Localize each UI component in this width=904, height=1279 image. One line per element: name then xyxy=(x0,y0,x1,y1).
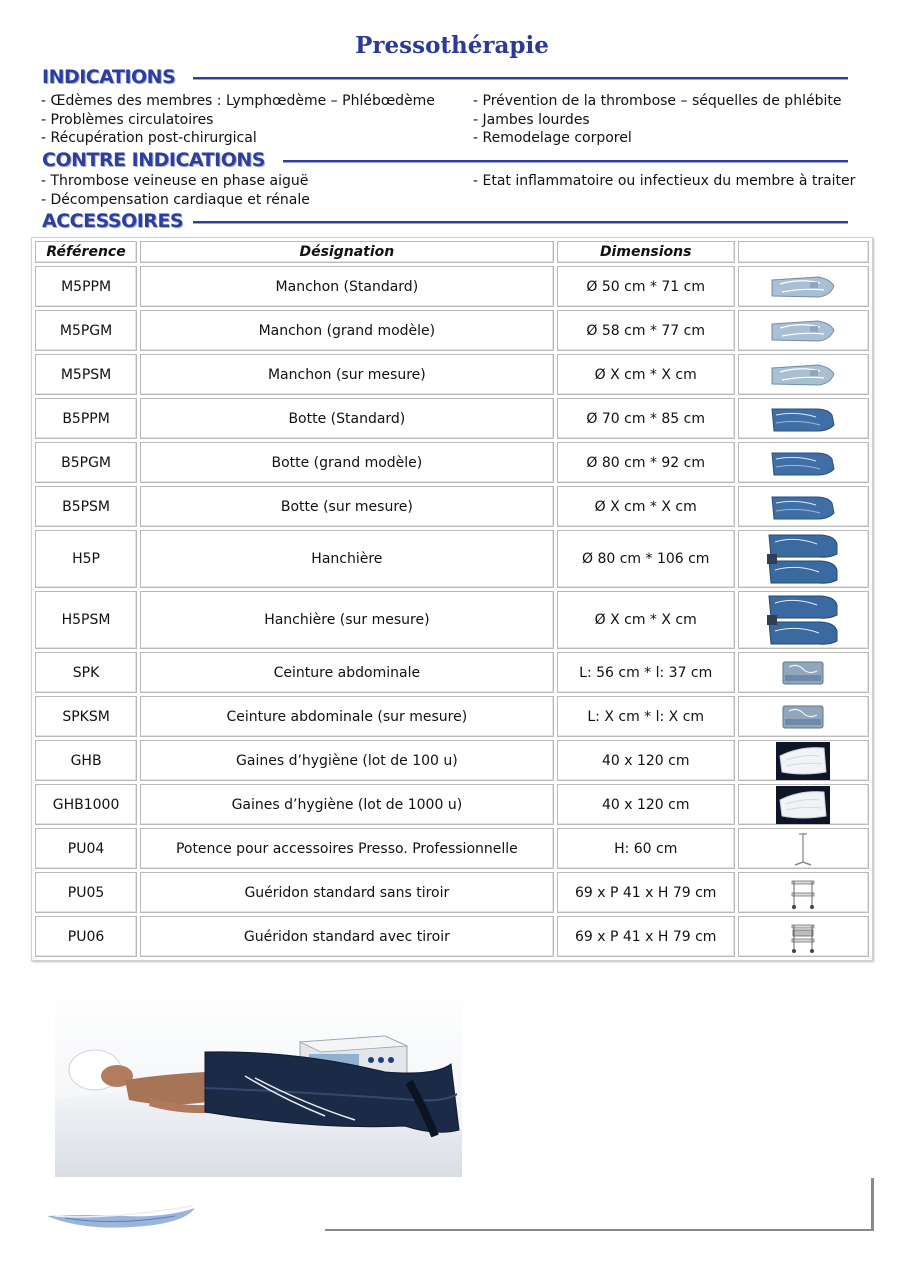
cell-designation: Botte (Standard) xyxy=(140,398,554,439)
cell-dimensions: L: 56 cm * l: 37 cm xyxy=(557,652,735,693)
cell-reference: PU06 xyxy=(35,916,137,957)
cell-reference: GHB xyxy=(35,740,137,781)
boot-icon xyxy=(770,493,836,521)
cell-dimensions: 40 x 120 cm xyxy=(557,784,735,825)
contre-indications-list-right xyxy=(473,172,855,191)
list-item: - Décompensation cardiaque et rénale xyxy=(41,191,310,208)
table-row xyxy=(35,591,869,649)
cell-reference: M5PSM xyxy=(35,354,137,395)
cell-designation: Hanchière (sur mesure) xyxy=(140,591,554,649)
list-item: - Remodelage corporel xyxy=(473,130,632,146)
cell-image xyxy=(738,530,869,588)
sleeve-icon xyxy=(770,362,836,388)
contre-indications-heading-bar xyxy=(42,149,848,171)
boot-icon xyxy=(770,405,836,433)
cell-dimensions: Ø 80 cm * 106 cm xyxy=(557,530,735,588)
feather-logo xyxy=(45,1192,200,1232)
cell-designation: Botte (grand modèle) xyxy=(140,442,554,483)
cell-reference: SPK xyxy=(35,652,137,693)
cell-reference: M5PGM xyxy=(35,310,137,351)
table-row xyxy=(35,740,869,781)
cell-image xyxy=(738,354,869,395)
heading-rule xyxy=(193,77,848,80)
cell-designation: Manchon (sur mesure) xyxy=(140,354,554,395)
table-row xyxy=(35,266,869,307)
heading-rule xyxy=(283,160,848,163)
list-item: - Thrombose veineuse en phase aiguë xyxy=(41,173,309,189)
col-header-reference: Référence xyxy=(35,241,137,263)
cell-image xyxy=(738,266,869,307)
cell-image xyxy=(738,652,869,693)
list-item: - Œdèmes des membres : Lymphœdème – Phlébœdème xyxy=(41,93,435,109)
page-title: Pressothérapie xyxy=(355,32,549,59)
list-item: - Etat inflammatoire ou infectieux du membre à traiter xyxy=(473,173,856,189)
boot-icon xyxy=(770,449,836,477)
list-item: - Prévention de la thrombose – séquelles de phlébite xyxy=(473,93,842,109)
cell-image xyxy=(738,310,869,351)
cell-image xyxy=(738,486,869,527)
belt-icon xyxy=(781,659,825,687)
cell-image xyxy=(738,916,869,957)
cell-designation: Ceinture abdominale (sur mesure) xyxy=(140,696,554,737)
accessoires-heading: ACCESSOIRES xyxy=(42,210,184,232)
hygiene-sheath-icon xyxy=(776,742,830,780)
accessoires-heading-bar xyxy=(42,210,848,232)
cell-designation: Ceinture abdominale xyxy=(140,652,554,693)
hip-garment-icon xyxy=(765,532,841,586)
contre-indications-heading: CONTRE INDICATIONS xyxy=(42,149,265,171)
corner-border-vertical xyxy=(871,1178,874,1231)
accessories-table xyxy=(31,237,873,961)
col-header-designation: Désignation xyxy=(140,241,554,263)
cell-dimensions: 40 x 120 cm xyxy=(557,740,735,781)
list-item: - Récupération post-chirurgical xyxy=(41,130,257,146)
sleeve-icon xyxy=(770,274,836,300)
cell-dimensions: Ø X cm * X cm xyxy=(557,354,735,395)
table-row xyxy=(35,398,869,439)
heading-rule xyxy=(193,221,848,224)
cell-image xyxy=(738,591,869,649)
cell-reference: B5PSM xyxy=(35,486,137,527)
cart-icon xyxy=(788,875,818,911)
cell-reference: PU05 xyxy=(35,872,137,913)
contre-indications-list-left xyxy=(41,172,310,209)
cell-dimensions: Ø 70 cm * 85 cm xyxy=(557,398,735,439)
patient-pressotherapy-photo xyxy=(55,980,462,1177)
table-header-row xyxy=(35,241,869,263)
sleeve-icon xyxy=(770,318,836,344)
cell-reference: B5PPM xyxy=(35,398,137,439)
cell-image xyxy=(738,442,869,483)
cell-designation: Manchon (grand modèle) xyxy=(140,310,554,351)
cart-drawer-icon xyxy=(788,919,818,955)
table-row xyxy=(35,784,869,825)
cell-reference: SPKSM xyxy=(35,696,137,737)
cell-reference: B5PGM xyxy=(35,442,137,483)
indications-list-right xyxy=(473,92,841,148)
cell-image xyxy=(738,784,869,825)
cell-dimensions: 69 x P 41 x H 79 cm xyxy=(557,872,735,913)
cell-reference: M5PPM xyxy=(35,266,137,307)
cell-image xyxy=(738,398,869,439)
list-item: - Jambes lourdes xyxy=(473,111,590,128)
cell-designation: Hanchière xyxy=(140,530,554,588)
cell-image xyxy=(738,696,869,737)
cell-dimensions: Ø 50 cm * 71 cm xyxy=(557,266,735,307)
hygiene-sheath-icon xyxy=(776,786,830,824)
table-row xyxy=(35,696,869,737)
corner-border-horizontal xyxy=(325,1229,874,1231)
table-row xyxy=(35,530,869,588)
cell-dimensions: H: 60 cm xyxy=(557,828,735,869)
table-row xyxy=(35,486,869,527)
cell-image xyxy=(738,740,869,781)
hip-garment-icon xyxy=(765,593,841,647)
table-row xyxy=(35,442,869,483)
cell-reference: PU04 xyxy=(35,828,137,869)
indications-list-left xyxy=(41,92,435,148)
col-header-image xyxy=(738,241,869,263)
list-item: - Problèmes circulatoires xyxy=(41,111,214,128)
cell-dimensions: 69 x P 41 x H 79 cm xyxy=(557,916,735,957)
cell-designation: Manchon (Standard) xyxy=(140,266,554,307)
cell-designation: Botte (sur mesure) xyxy=(140,486,554,527)
cell-designation: Guéridon standard avec tiroir xyxy=(140,916,554,957)
cell-reference: H5PSM xyxy=(35,591,137,649)
belt-icon xyxy=(781,703,825,731)
table-row xyxy=(35,652,869,693)
table-row xyxy=(35,828,869,869)
cell-designation: Gaines d’hygiène (lot de 100 u) xyxy=(140,740,554,781)
cell-dimensions: Ø 80 cm * 92 cm xyxy=(557,442,735,483)
cell-designation: Gaines d’hygiène (lot de 1000 u) xyxy=(140,784,554,825)
cell-dimensions: Ø 58 cm * 77 cm xyxy=(557,310,735,351)
indications-heading: INDICATIONS xyxy=(42,66,176,88)
table-row xyxy=(35,916,869,957)
cell-image xyxy=(738,828,869,869)
cell-designation: Guéridon standard sans tiroir xyxy=(140,872,554,913)
cell-dimensions: Ø X cm * X cm xyxy=(557,486,735,527)
cell-dimensions: L: X cm * l: X cm xyxy=(557,696,735,737)
cell-reference: GHB1000 xyxy=(35,784,137,825)
table-row xyxy=(35,310,869,351)
table-row xyxy=(35,354,869,395)
indications-heading-bar xyxy=(42,66,848,88)
table-row xyxy=(35,872,869,913)
cell-image xyxy=(738,872,869,913)
cell-reference: H5P xyxy=(35,530,137,588)
stand-pole-icon xyxy=(791,830,815,868)
col-header-dimensions: Dimensions xyxy=(557,241,735,263)
cell-designation: Potence pour accessoires Presso. Professionnelle xyxy=(140,828,554,869)
cell-dimensions: Ø X cm * X cm xyxy=(557,591,735,649)
